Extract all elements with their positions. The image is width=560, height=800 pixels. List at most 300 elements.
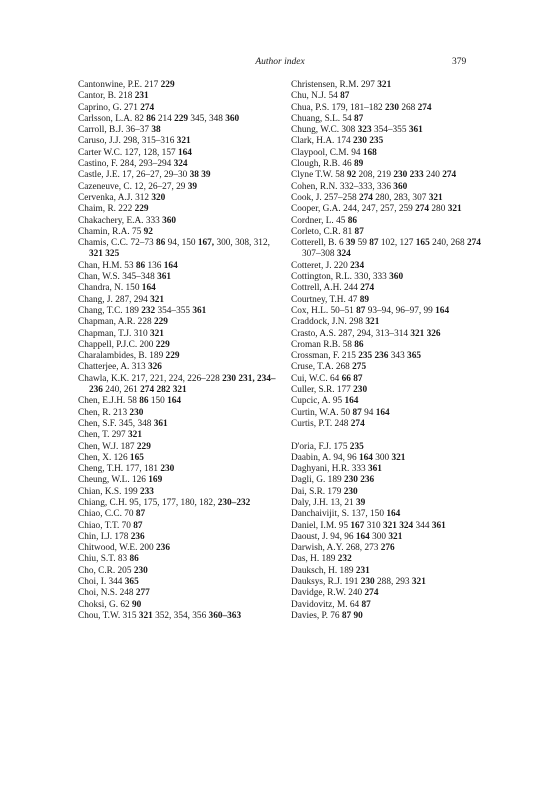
index-entry — [78, 588, 278, 599]
page-ref: 17, 26–27, 29–30 — [122, 170, 188, 181]
index-entry — [78, 317, 278, 328]
author-name: Clark, H.A. — [291, 136, 335, 147]
author-name: Cupcic, A. — [291, 396, 331, 407]
page-ref-bold: 92 — [143, 226, 153, 237]
page-ref-bold: 229 — [153, 317, 168, 328]
author-name: Crossman, F. — [291, 351, 340, 362]
page-ref: 83 — [117, 554, 128, 565]
index-entry — [291, 317, 491, 328]
page-ref-bold: 86 — [156, 238, 166, 249]
page-ref-bold: 274 — [360, 283, 375, 294]
index-entry — [78, 487, 278, 498]
page-ref: 240 — [348, 588, 363, 599]
page-ref-bold: 164 — [344, 396, 359, 407]
page-ref-bold: 274 — [364, 588, 379, 599]
page-ref-bold: 86 — [139, 396, 149, 407]
author-name: Courtney, T.H. — [291, 294, 346, 305]
index-entry — [291, 148, 491, 159]
page-ref-bold: 230 — [353, 385, 368, 396]
page-ref-bold: 361 — [153, 418, 168, 429]
index-entry — [78, 272, 278, 283]
page-ref: 344 — [108, 577, 123, 588]
page-ref: 175 — [333, 441, 348, 452]
page-ref-bold: 39 — [187, 181, 198, 192]
page-ref: 137, 150 — [351, 509, 384, 520]
author-name: Chaim, R. — [78, 204, 116, 215]
index-entry — [78, 227, 278, 238]
page-ref: 300 — [375, 452, 390, 463]
index-entry — [291, 498, 491, 509]
page-ref: 94 — [364, 407, 374, 418]
page-ref-bold: 92 — [346, 170, 357, 181]
page-ref: 177, 181 — [125, 464, 158, 475]
page-ref-bold: 275 — [352, 362, 367, 373]
author-name: Chian, K.S. — [78, 486, 122, 497]
page-ref-bold: 236 — [130, 531, 145, 542]
page-ref-bold: 230 — [133, 565, 148, 576]
page-ref: 150 — [125, 283, 140, 294]
index-entry — [291, 487, 491, 498]
page-ref: 240, 268 — [432, 238, 465, 249]
page-ref-bold: 324 — [399, 520, 414, 531]
author-name: Curtin, W.A. — [291, 407, 339, 418]
page-ref-bold: 360–363 — [208, 610, 242, 621]
author-name: Chiang, C.H. — [78, 497, 128, 508]
page-ref: 102, 127 — [380, 238, 414, 249]
page-ref-bold: 230 — [160, 464, 175, 475]
page-ref-bold: 321 — [411, 577, 426, 588]
page-ref-bold: 230 — [222, 373, 237, 384]
author-name: Darwish, A.Y. — [291, 543, 344, 554]
page-ref-bold: 230 — [353, 136, 367, 147]
page-ref: 93–94, 96–97, 99 — [367, 305, 433, 316]
page-ref: 76 — [330, 610, 340, 621]
page-ref-bold: 277 — [135, 588, 150, 599]
page-ref-bold: 230 — [343, 486, 358, 497]
author-name: Cervenka, A.J. — [78, 192, 133, 203]
author-name: Cook, J. — [291, 192, 322, 203]
author-name: Chung, W.C. — [291, 125, 340, 136]
page-ref: 213 — [113, 407, 128, 418]
page-ref: 240, 261 — [105, 385, 138, 396]
page-ref-bold: 90 — [353, 610, 363, 621]
author-name: Chapman, T.J. — [78, 328, 132, 339]
page-ref: 205 — [117, 565, 132, 576]
page-ref-bold: 236 — [360, 475, 375, 486]
page-ref: 94, 96 — [330, 531, 354, 542]
page-ref-bold: 321 — [149, 328, 164, 339]
page-ref-bold: 229 — [134, 204, 149, 215]
page-ref: 95 — [338, 520, 349, 531]
index-entry — [291, 125, 491, 136]
author-name: Dai, S.R. — [291, 486, 326, 497]
index-column-left — [78, 80, 278, 622]
page-ref: 308 — [341, 125, 356, 136]
index-entry — [78, 442, 278, 453]
author-name: Davidge, R.W. — [291, 588, 346, 599]
page-ref: 36–37 — [125, 125, 150, 136]
index-entry — [78, 148, 278, 159]
page-ref-bold: 233 — [140, 486, 154, 497]
page-ref-bold: 165 — [415, 238, 430, 249]
index-entry — [291, 182, 491, 193]
page-ref: 208, 219 — [358, 170, 392, 181]
index-entry — [78, 306, 278, 317]
page-ref: 95, 175, 177, 180, 182, — [129, 497, 216, 508]
page-ref: 244, 247, 257, 259 — [343, 204, 413, 215]
page-ref-bold: 164 — [375, 407, 390, 418]
index-entry — [78, 453, 278, 464]
index-entry — [291, 362, 491, 373]
page-ref: 214 — [157, 113, 172, 124]
author-name: Chen, R. — [78, 407, 111, 418]
page-ref-bold: 361 — [192, 305, 207, 316]
index-entry — [291, 136, 491, 147]
index-entry — [291, 227, 491, 238]
page-ref: 345, 348 — [190, 113, 223, 124]
page-ref-bold: 230 — [393, 170, 408, 181]
index-entry — [78, 543, 278, 554]
page-ref: 50 — [340, 407, 351, 418]
index-entry — [291, 340, 491, 351]
page-ref: 178 — [114, 531, 129, 542]
author-name: Chatterjee, A. — [78, 362, 130, 373]
author-name: Craddock, J.N. — [291, 317, 347, 328]
author-name: Crasto, A.S. — [291, 328, 336, 339]
page-ref-bold: 360 — [389, 272, 404, 283]
author-name: Clough, R.B. — [291, 159, 341, 170]
page-ref: 189 — [327, 475, 342, 486]
index-entry — [78, 600, 278, 611]
author-name: Daabin, A. — [291, 452, 332, 463]
author-name: Dauksch, H. — [291, 565, 338, 576]
page-ref-bold: 321 — [391, 452, 406, 463]
page-ref: 217, 221, 224, 226–228 — [131, 373, 220, 384]
page-ref-bold: 274 — [415, 204, 430, 215]
page-ref: 287, 294 — [115, 294, 148, 305]
page-ref: 199 — [123, 486, 138, 497]
page-ref-bold: 87 — [354, 226, 364, 237]
index-entry — [78, 351, 278, 362]
page-ref-bold: 164 — [358, 452, 373, 463]
index-entry — [78, 103, 278, 114]
author-name: Cantonwine, P.E. — [78, 80, 143, 90]
page-ref-bold: 90 — [132, 599, 142, 610]
page-ref-bold: 164 — [355, 531, 370, 542]
page-ref-bold: 232 — [337, 554, 352, 565]
page-ref: 345, 348 — [118, 418, 152, 429]
index-entry — [78, 554, 278, 565]
page-ref-bold: 276 — [380, 543, 395, 554]
page-ref-bold: 39 — [356, 497, 366, 508]
page-ref: 64 — [330, 373, 340, 384]
page-ref: 330, 333 — [354, 272, 387, 283]
page-ref: 288, 293 — [377, 577, 410, 588]
page-ref: 280 — [431, 204, 446, 215]
page-ref-bold: 236 — [374, 351, 389, 362]
page-ref-bold: 229 — [155, 339, 170, 350]
page-ref-bold: 87 — [352, 407, 362, 418]
author-name: Davidovitz, M. — [291, 599, 348, 610]
author-name: Chen, E.J.H. — [78, 396, 126, 407]
page-ref-bold: 164 — [163, 260, 178, 271]
page-ref: 72–73 — [130, 238, 154, 249]
page-ref: 287, 294, 313–314 — [338, 328, 409, 339]
page-ref: 94 — [351, 147, 361, 158]
page-ref-bold: 164 — [435, 305, 450, 316]
page-ref: 136 — [147, 260, 162, 271]
page-ref-bold: 321 — [138, 610, 153, 621]
index-entry — [78, 362, 278, 373]
page-ref: 332–333, 336 — [339, 181, 391, 192]
author-name: Culler, S.R. — [291, 385, 335, 396]
page-ref-bold: 321 — [172, 385, 187, 396]
page-ref: 228 — [137, 317, 152, 328]
page-ref: 218 — [118, 91, 133, 102]
index-entry — [291, 588, 491, 599]
index-entry — [291, 272, 491, 283]
author-name: Castle, J.E. — [78, 170, 120, 181]
page-ref-bold: 231, 234–236 — [89, 373, 276, 396]
index-entry — [291, 453, 491, 464]
page-ref-bold: 361 — [431, 520, 446, 531]
index-entry — [291, 91, 491, 102]
index-entry — [291, 159, 491, 170]
page-ref-bold: 361 — [367, 464, 382, 475]
page-ref-bold: 321 — [176, 136, 191, 147]
index-entry — [291, 543, 491, 554]
page-ref: 75 — [131, 226, 142, 237]
page-ref-bold: 87 — [340, 91, 350, 102]
page-ref-bold: 165 — [129, 452, 144, 463]
page-ref: 82 — [134, 113, 144, 124]
page-ref-bold: 86 — [135, 260, 146, 271]
index-entry — [291, 566, 491, 577]
page-ref-bold: 282 — [156, 385, 171, 396]
index-entry — [291, 216, 491, 227]
page-ref-bold: 230 — [129, 407, 144, 418]
index-entry — [291, 204, 491, 215]
author-name: Corleto, C.R. — [291, 226, 341, 237]
page-ref: 300 — [372, 531, 387, 542]
page-ref: 50–51 — [330, 305, 354, 316]
page-ref-bold: 326 — [426, 328, 441, 339]
page-ref: 268 — [335, 362, 350, 373]
author-name: Chuang, S.L. — [291, 113, 341, 124]
index-entry — [291, 419, 491, 430]
author-name: Dauksys, R.J. — [291, 577, 343, 588]
page-ref-bold: 274 — [417, 102, 432, 113]
page-ref-bold: 365 — [407, 351, 421, 362]
page-ref-bold: 274 — [350, 418, 365, 429]
page-ref: 64 — [349, 599, 360, 610]
index-entry — [291, 329, 491, 340]
page-ref: 222 — [118, 204, 133, 215]
page-ref-bold: 87 — [361, 599, 371, 610]
page-ref-bold: 66 — [341, 373, 351, 384]
author-name: Cheng, T.H. — [78, 464, 124, 475]
index-entry — [291, 103, 491, 114]
page-ref-bold: 167 — [350, 520, 365, 531]
author-name: Chitwood, W.E. — [78, 543, 138, 554]
page-ref: 297 — [361, 80, 375, 90]
page-ref: 315 — [122, 610, 137, 621]
page-ref-bold: 321 — [89, 249, 103, 260]
index-entry — [78, 261, 278, 272]
page-ref-bold: 87 — [341, 610, 352, 621]
page-ref-bold: 164 — [177, 147, 192, 158]
page-ref-bold: 235 — [349, 441, 364, 452]
index-entry — [291, 80, 491, 91]
index-entry — [78, 125, 278, 136]
page-ref: 53 — [124, 260, 134, 271]
index-entry — [78, 204, 278, 215]
index-entry — [78, 91, 278, 102]
running-header-title: Author index — [255, 57, 305, 67]
page-ref: 313 — [131, 362, 146, 373]
author-name: Davies, P. — [291, 610, 328, 621]
author-name: Cotteret, J. — [291, 260, 332, 271]
index-entry — [78, 475, 278, 486]
page-ref-bold: 274 — [358, 192, 373, 203]
page-ref-bold: 361 — [157, 272, 172, 283]
author-name: Caprino, G. — [78, 102, 122, 113]
author-name: Croman R.B. — [291, 339, 341, 350]
page-ref: 280, 283, 307 — [375, 192, 427, 203]
author-name: Carter W.C. — [78, 147, 123, 158]
page-ref-bold: 236 — [156, 543, 170, 554]
page-ref-bold: 231 — [355, 565, 370, 576]
page-ref: 70 — [124, 509, 134, 520]
page-ref-bold: 235 — [358, 351, 373, 362]
page-ref-bold: 234 — [350, 260, 365, 271]
author-name: Cox, H.L. — [291, 305, 329, 316]
page-ref-bold: 86 — [347, 215, 357, 226]
index-entry — [291, 521, 491, 532]
page-ref-bold: 360 — [225, 113, 240, 124]
author-name: Dagli, G. — [291, 475, 326, 486]
author-name: Chua, P.S. — [291, 102, 330, 113]
page-ref-bold: 232 — [141, 305, 156, 316]
page-ref: 46 — [342, 159, 352, 170]
page-ref-bold: 87 — [354, 113, 364, 124]
index-entry — [78, 216, 278, 227]
page-ref-bold: 86 — [354, 339, 364, 350]
page-ref-bold: 230 — [360, 577, 375, 588]
author-name: Chou, T.W. — [78, 610, 121, 621]
page-ref-bold: 87 — [356, 305, 366, 316]
author-name: Chiao, C.C. — [78, 509, 122, 520]
page-ref-bold: 274 — [466, 238, 481, 249]
page-ref: 310 — [133, 328, 148, 339]
author-name: Cazeneuve, C. — [78, 181, 132, 192]
author-name: Cordner, L. — [291, 215, 334, 226]
index-entry — [291, 351, 491, 362]
page-ref: 271 — [123, 102, 138, 113]
page-ref-bold: 321 — [428, 192, 443, 203]
author-name: Chen, X. — [78, 452, 112, 463]
page-ref: 298 — [349, 317, 364, 328]
index-entry — [78, 182, 278, 193]
page-ref: 345–348 — [122, 272, 155, 283]
author-name: Chappell, P.J.C. — [78, 339, 138, 350]
page-ref-bold: 235 — [369, 136, 384, 147]
author-name: Chen, T. — [78, 430, 110, 441]
page-ref: 300, 308, 312, — [216, 238, 270, 249]
index-entry — [78, 159, 278, 170]
page-ref: 59 — [357, 238, 367, 249]
page-ref-bold: 274 — [140, 385, 155, 396]
index-entry — [291, 295, 491, 306]
page-ref: 248 — [119, 588, 134, 599]
page-ref-bold: 321 — [447, 204, 462, 215]
author-name: Cottrell, A.H. — [291, 283, 342, 294]
page-ref: 150 — [150, 396, 165, 407]
index-entry — [291, 611, 491, 622]
page-ref: 54 — [342, 113, 352, 124]
index-entry — [78, 329, 278, 340]
index-entry — [78, 80, 278, 91]
page-ref-bold: 230–232 — [217, 497, 251, 508]
page-ref-bold: 87 — [353, 373, 363, 384]
page-ref: 58 — [335, 170, 345, 181]
page-ref: 200 — [139, 543, 154, 554]
page-ref-bold: 320 — [151, 192, 166, 203]
page-ref-bold: 230 — [343, 475, 358, 486]
page-ref: 62 — [120, 599, 130, 610]
index-entry — [78, 498, 278, 509]
page-ref-bold: 86 — [146, 113, 156, 124]
author-name: Carlsson, L.A. — [78, 113, 133, 124]
page-ref-bold: 365 — [124, 577, 139, 588]
author-name: Choksi, G. — [78, 599, 119, 610]
author-name: Carroll, B.J. — [78, 125, 124, 136]
page-ref: 70 — [121, 520, 131, 531]
author-name: Chiu, S.T. — [78, 554, 116, 565]
index-entry — [291, 238, 491, 261]
page-ref: 284, 293–294 — [120, 159, 172, 170]
index-entry — [291, 193, 491, 204]
page-ref-bold: 326 — [147, 362, 162, 373]
author-name: Chamin, R.A. — [78, 226, 130, 237]
index-entry — [78, 430, 278, 441]
author-name: Danchaivijit, S. — [291, 509, 350, 520]
index-entry — [78, 532, 278, 543]
index-entry — [78, 170, 278, 181]
page-ref-bold: 324 — [336, 249, 351, 260]
author-name: Daoust, J. — [291, 531, 328, 542]
page-ref-bold: 321 — [365, 317, 380, 328]
author-name: Das, H. — [291, 554, 320, 565]
page-ref: 126 — [113, 452, 128, 463]
author-name: Chan, H.M. — [78, 260, 122, 271]
author-name: Daghyani, H.R. — [291, 464, 350, 475]
index-entry — [78, 295, 278, 306]
page-ref-bold: 169 — [148, 475, 163, 486]
index-entry — [78, 419, 278, 430]
page-ref: 244 — [343, 283, 358, 294]
index-entry — [291, 554, 491, 565]
page-ref-bold: 230 — [385, 102, 399, 113]
index-entry — [78, 374, 278, 397]
index-entry — [78, 408, 278, 419]
author-name: Chen, S.F. — [78, 418, 117, 429]
author-name: Christensen, R.M. — [291, 80, 359, 90]
page-ref: 343 — [390, 351, 405, 362]
page-ref: 58 — [342, 339, 352, 350]
index-entry — [78, 611, 278, 622]
page-ref: 200 — [139, 339, 154, 350]
